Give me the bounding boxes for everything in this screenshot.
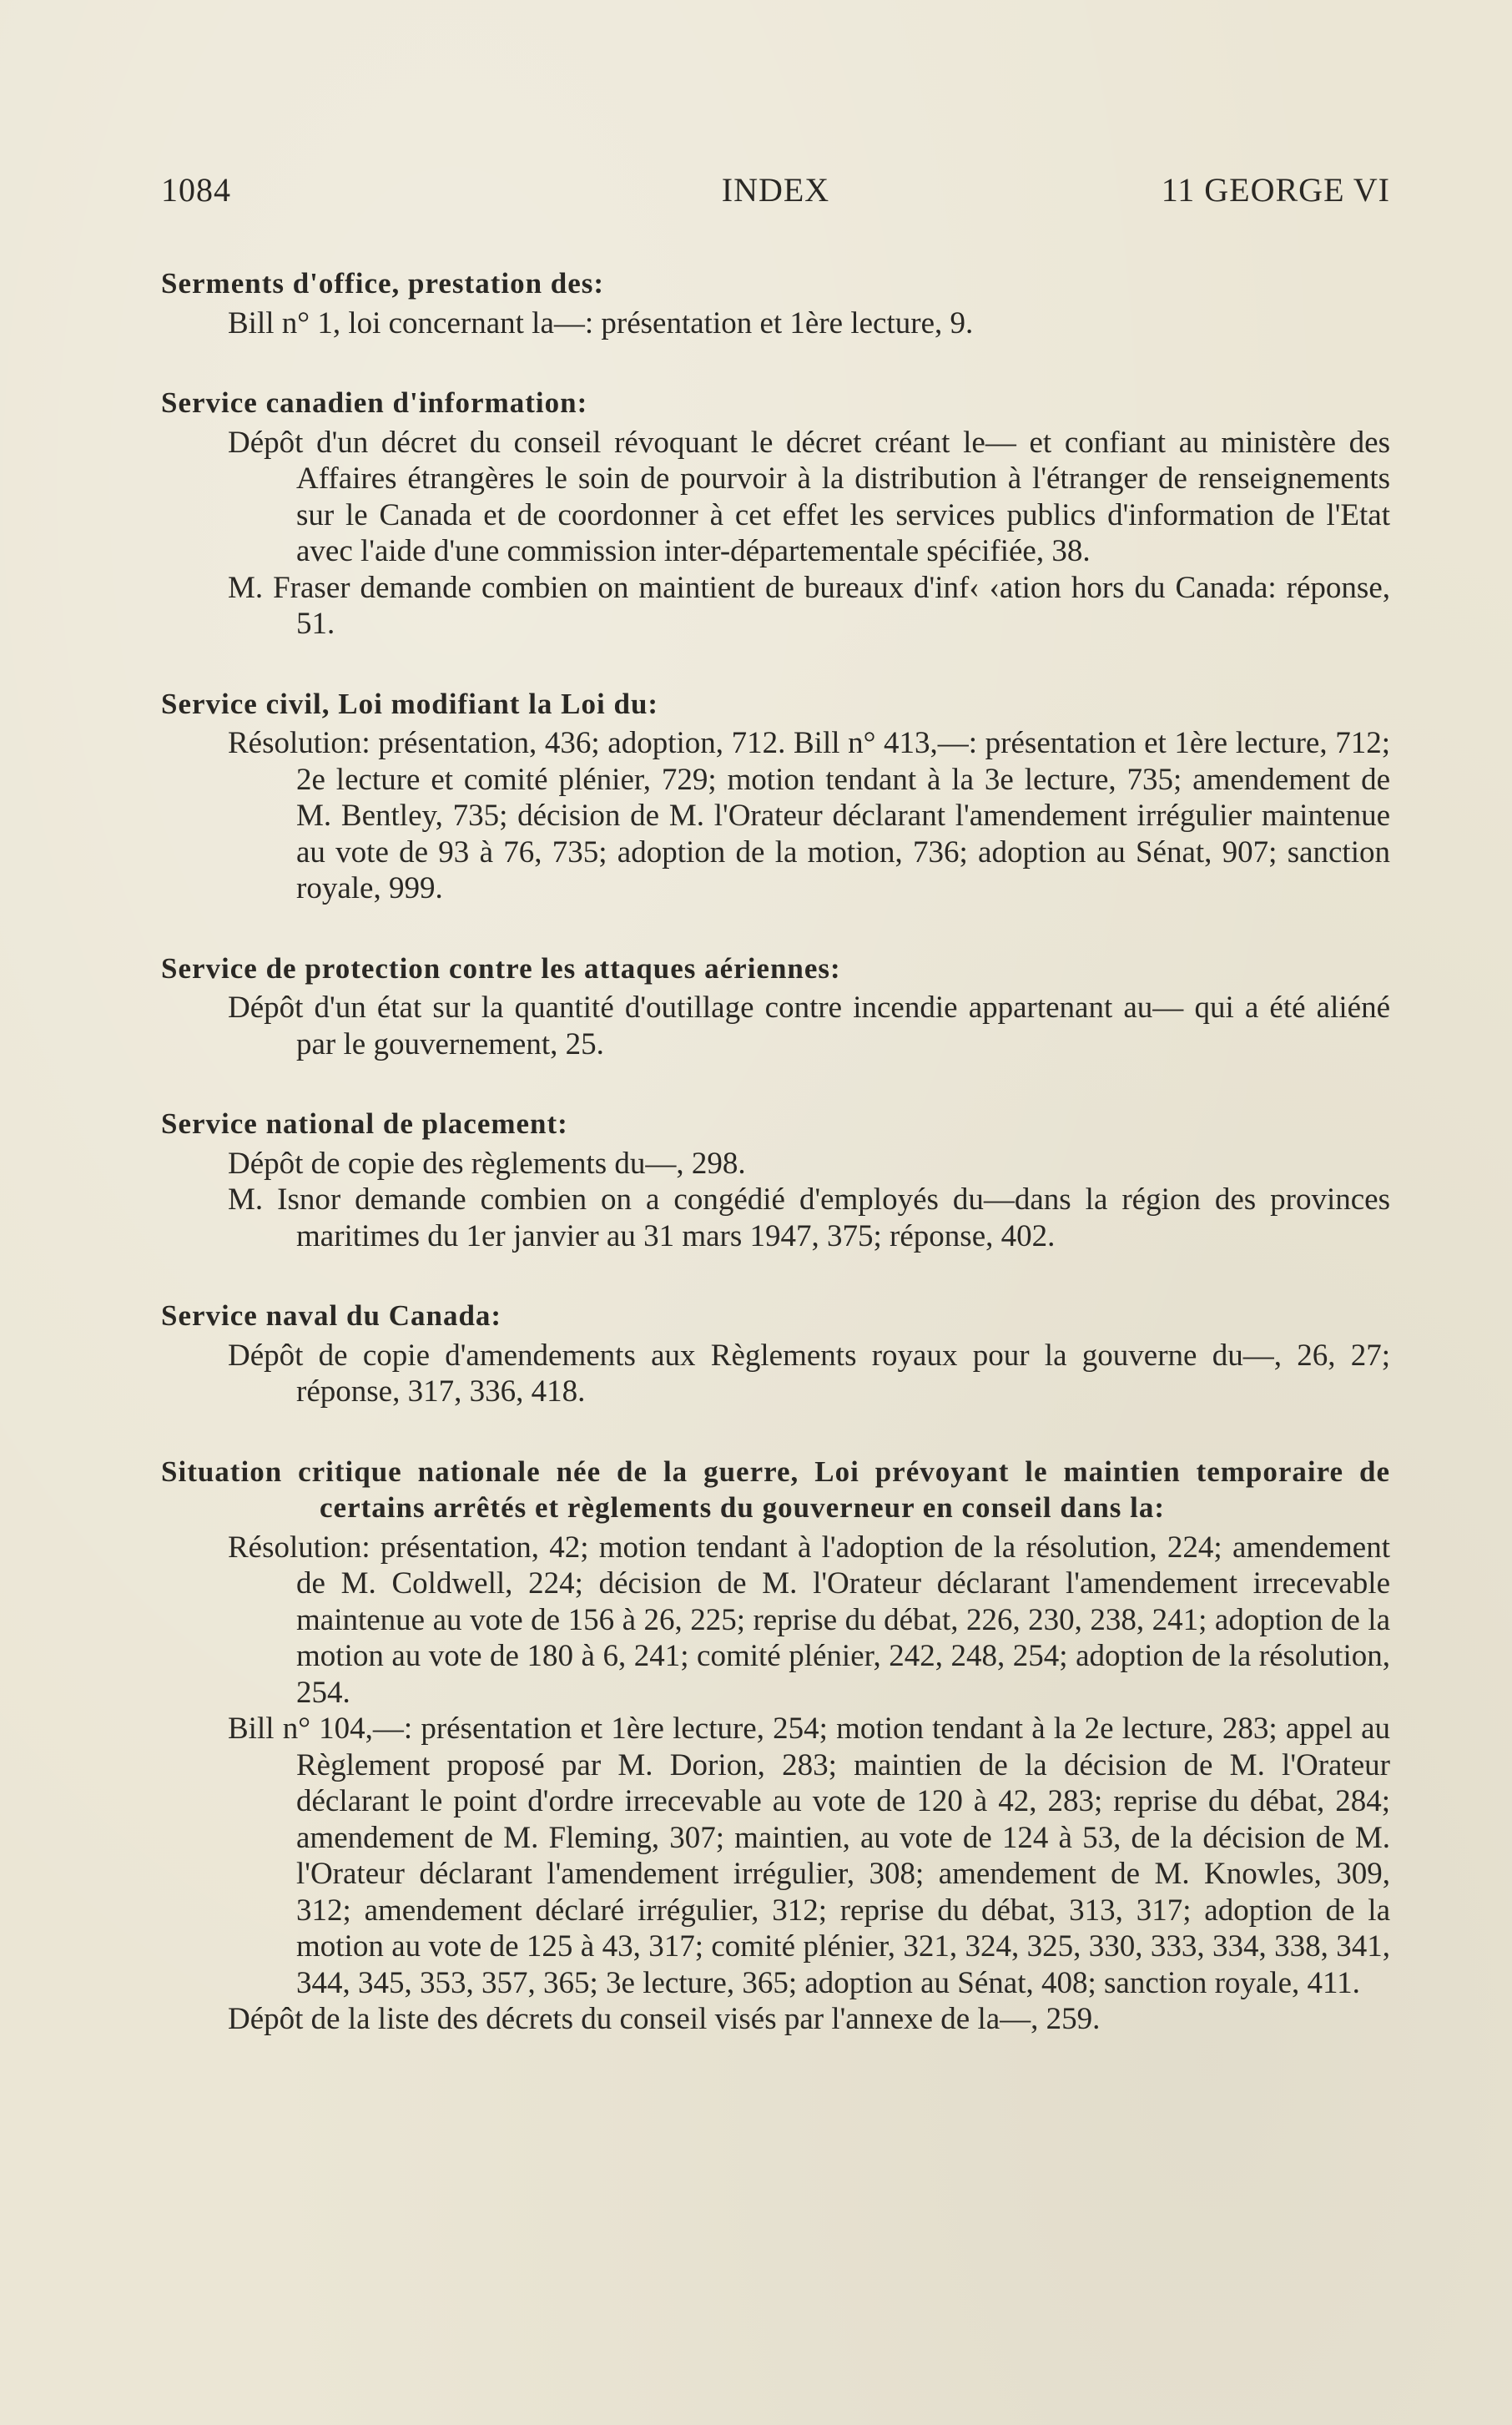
entry-subentry: Dépôt d'un décret du conseil révoquant le décret créant le— et confiant au ministère des Affaires étrangères le soin de pourvoir à la distribution à l'étranger de renseignements sur le Canada et de coordonner à cet effet les services publics d'information de l'Etat avec l'aide d'une commission inter-départementale spécifiée, 38. — [228, 425, 1390, 568]
entry-subentry: Résolution: présentation, 42; motion tendant à l'adoption de la résolution, 224; amendement de M. Coldwell, 224; décision de M. l'Orateur déclarant l'amendement irrecevable maintenue au vote de 156 à 26, 225; reprise du débat, 226, 230, 238, 241; adoption de la motion au vote de 180 à 6, 241; comité plénier, 242, 248, 254; adoption de la résolution, 254. — [228, 1530, 1390, 1710]
entry-subentry: Dépôt de copie des règlements du—, 298. — [228, 1146, 746, 1181]
entry-heading: Serments d'office, prestation des: — [161, 267, 605, 300]
entry-subentry: M. Fraser demande combien on maintient de bureaux d'inf‹ ‹ation hors du Canada: réponse, 51. — [228, 570, 1390, 641]
index-entry-service-national-placement — [161, 1106, 1390, 1254]
index-entry-service-naval — [161, 1298, 1390, 1410]
entry-subentry: Dépôt de la liste des décrets du conseil visés par l'annexe de la—, 259. — [228, 2002, 1101, 2036]
index-entry-service-protection — [161, 950, 1390, 1063]
entry-subentry: Dépôt de copie d'amendements aux Règlements royaux pour la gouverne du—, 26, 27; réponse, 317, 336, 418. — [228, 1338, 1390, 1409]
running-head — [161, 170, 1390, 217]
entry-subentry: Bill n° 1, loi concernant la—: présentation et 1ère lecture, 9. — [228, 305, 974, 340]
index-entry-situation-critique — [161, 1454, 1390, 2038]
entry-heading: Situation critique nationale née de la guerre, Loi prévoyant le maintien temporaire de certains arrêtés et règlements du gouverneur en conseil dans la: — [161, 1454, 1390, 1524]
entry-heading: Service canadien d'information: — [161, 386, 588, 419]
entry-subentry: Résolution: présentation, 436; adoption, 712. Bill n° 413,—: présentation et 1ère lecture, 712; 2e lecture et comité plénier, 729; motion tendant à la 3e lecture, 735; amendement de M. Bentley, 735; décision de M. l'Orateur déclarant l'amendement irrégulier maintenue au vote de 93 à 76, 735; adoption de la motion, 736; adoption au Sénat, 907; sanction royale, 999. — [228, 726, 1390, 905]
entry-heading: Service national de placement: — [161, 1107, 568, 1140]
entry-heading: Service civil, Loi modifiant la Loi du: — [161, 687, 659, 720]
index-entry-service-civil — [161, 686, 1390, 907]
index-entry-serments — [161, 265, 1390, 341]
page-number: 1084 — [161, 171, 231, 209]
page-title: INDEX — [721, 171, 830, 209]
entry-heading: Service de protection contre les attaques aériennes: — [161, 951, 841, 985]
volume-label: 11 GEORGE VI — [1161, 171, 1390, 209]
index-entry-service-canadien-information — [161, 385, 1390, 643]
entry-heading: Service naval du Canada: — [161, 1299, 502, 1332]
entry-subentry: Dépôt d'un état sur la quantité d'outillage contre incendie appartenant au— qui a été aliéné par le gouvernement, 25. — [228, 991, 1390, 1061]
index-body — [161, 265, 1390, 2081]
entry-subentry: M. Isnor demande combien on a congédié d'employés du—dans la région des provinces maritimes du 1er janvier au 31 mars 1947, 375; réponse, 402. — [228, 1182, 1390, 1253]
entry-subentry: Bill n° 104,—: présentation et 1ère lecture, 254; motion tendant à la 2e lecture, 283; appel au Règlement proposé par M. Dorion, 283; maintien de la décision de M. l'Orateur déclarant le point d'ordre irrecevable au vote de 120 à 42, 283; reprise du débat, 284; amendement de M. Fleming, 307; maintien, au vote de 124 à 53, de la décision de M. l'Orateur déclarant l'amendement irrégulier, 308; amendement de M. Knowles, 309, 312; amendement déclaré irrégulier, 312; reprise du débat, 313, 317; adoption de la motion au vote de 125 à 43, 317; comité plénier, 321, 324, 325, 330, 333, 334, 338, 341, 344, 345, 353, 357, 365; 3e lecture, 365; adoption au Sénat, 408; sanction royale, 411. — [228, 1712, 1390, 2000]
